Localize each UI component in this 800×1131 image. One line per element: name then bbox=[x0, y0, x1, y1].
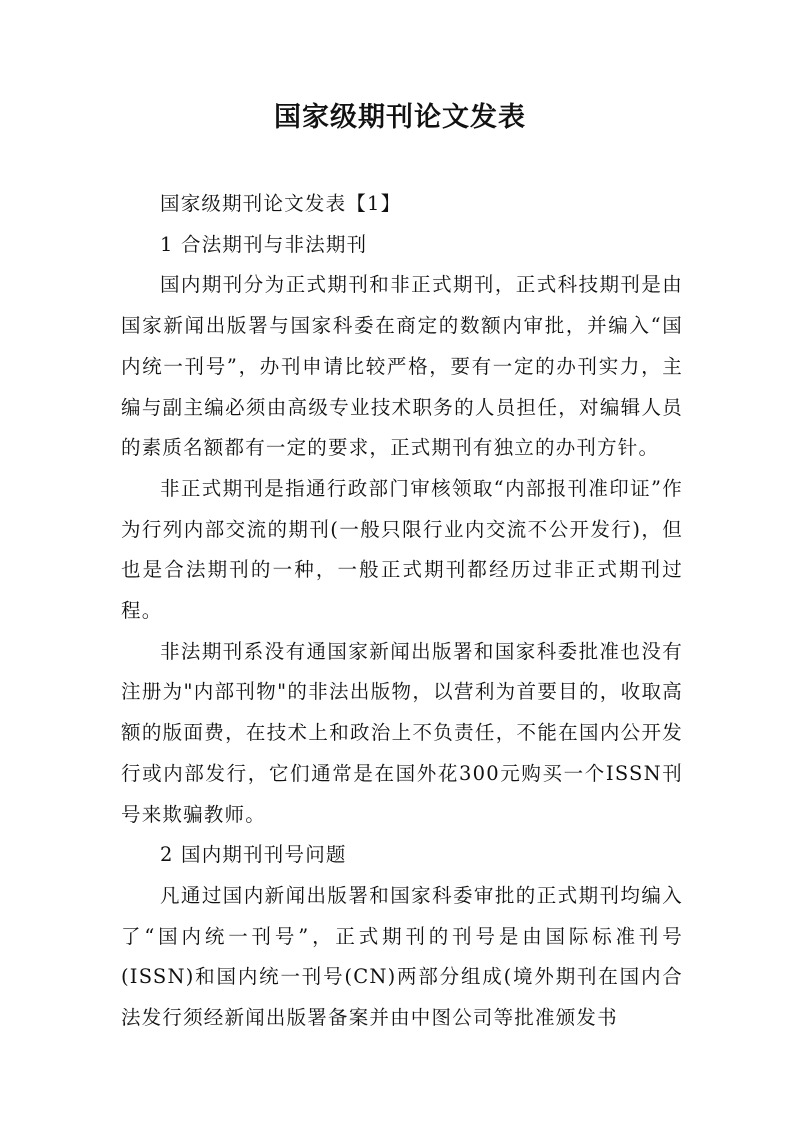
section-heading: 1 合法期刊与非法期刊 bbox=[160, 232, 368, 256]
paragraph: 非正式期刊是指通行政部门审核领取“内部报刊准印证”作为行列内部交流的期刊(一般只限行业内交流不公开发行)，但也是合法期刊的一种，一般正式期刊都经历过非正式期刊过程。 bbox=[121, 476, 683, 623]
paragraph: 非法期刊系没有通国家新闻出版署和国家科委批准也没有注册为"内部刊物"的非法出版物，以营利为首要目的，收取高额的版面费，在技术上和政治上不负责任，不能在国内公开发行或内部发行，它们通常是在国外花300元购买一个ISSN刊号来欺骗教师。 bbox=[121, 639, 683, 826]
paragraph: 国内期刊分为正式期刊和非正式期刊，正式科技期刊是由国家新闻出版署与国家科委在商定的数额内审批，并编入“国内统一刊号”，办刊申请比较严格，要有一定的办刊实力，主编与副主编必须由高级专业技术职务的人员担任，对编辑人员的素质名额都有一定的要求，正式期刊有独立的办刊方针。 bbox=[121, 273, 683, 460]
document-body bbox=[121, 184, 683, 1039]
paragraph: 凡通过国内新闻出版署和国家科委审批的正式期刊均编入了“国内统一刊号”，正式期刊的刊号是由国际标准刊号(ISSN)和国内统一刊号(CN)两部分组成(境外期刊在国内合法发行须经新闻出版署备案并由中图公司等批准颁发书 bbox=[121, 883, 683, 1030]
document-title: 国家级期刊论文发表 bbox=[274, 102, 526, 133]
section-heading: 国家级期刊论文发表【1】 bbox=[160, 192, 402, 215]
section-heading: 2 国内期刊刊号问题 bbox=[160, 843, 347, 867]
